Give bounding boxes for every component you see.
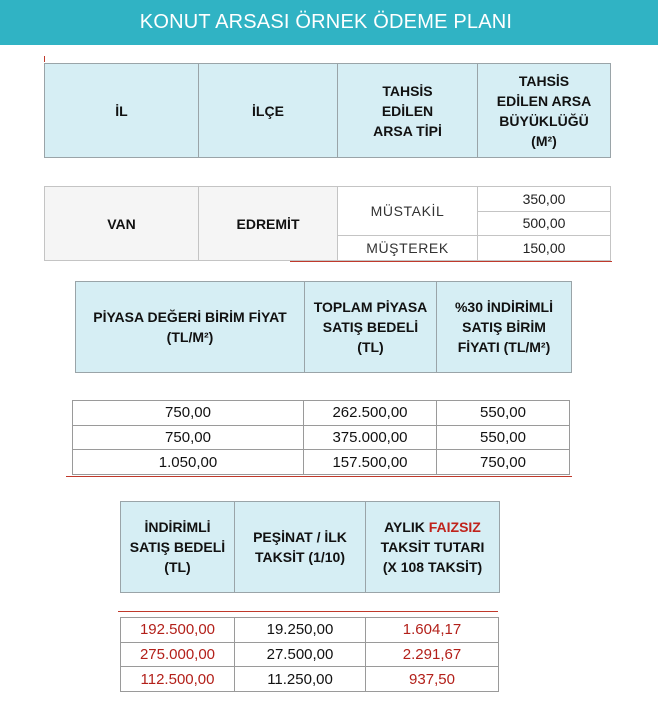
cell-indirimli-bedel: 192.500,00 (121, 618, 235, 643)
cell-piyasa-degeri: 750,00 (73, 425, 304, 450)
header-arsa-tipi: TAHSİS EDİLEN ARSA TİPİ (338, 64, 478, 158)
cell-toplam-bedel: 375.000,00 (304, 425, 437, 450)
installment-table-header (120, 501, 500, 593)
divider (44, 56, 45, 62)
cell-toplam-bedel: 157.500,00 (304, 450, 437, 475)
header-aylik-label: AYLIK (384, 519, 429, 535)
cell-piyasa-degeri: 750,00 (73, 401, 304, 426)
cell-indirimli-bedel: 275.000,00 (121, 642, 235, 667)
price-table-header (75, 281, 572, 373)
divider (66, 476, 572, 477)
cell-indirimli-bedel: 112.500,00 (121, 667, 235, 692)
installment-table-body (120, 617, 499, 692)
header-arsa-buyuklugu: TAHSİS EDİLEN ARSA BÜYÜKLÜĞÜ (M²) (478, 64, 611, 158)
cell-aylik-taksit: 2.291,67 (366, 642, 499, 667)
cell-pesinat: 11.250,00 (235, 667, 366, 692)
land-table-body (44, 186, 611, 261)
cell-size: 350,00 (478, 187, 611, 212)
header-indirimli-fiyat: %30 İNDİRİMLİ SATIŞ BİRİM FİYATI (TL/M²) (437, 282, 572, 373)
price-table-body (72, 400, 570, 475)
cell-pesinat: 19.250,00 (235, 618, 366, 643)
cell-indirimli-fiyat: 750,00 (437, 450, 570, 475)
cell-aylik-taksit: 1.604,17 (366, 618, 499, 643)
cell-aylik-taksit: 937,50 (366, 667, 499, 692)
header-il: İL (45, 64, 199, 158)
cell-indirimli-fiyat: 550,00 (437, 425, 570, 450)
header-faizsiz-label: FAIZSIZ (428, 519, 481, 535)
header-toplam-bedel: TOPLAM PİYASA SATIŞ BEDELİ (TL) (305, 282, 437, 373)
cell-piyasa-degeri: 1.050,00 (73, 450, 304, 475)
cell-ilce: EDREMİT (199, 187, 338, 261)
header-taksit-label: TAKSİT TUTARI (X 108 TAKSİT) (380, 539, 485, 575)
cell-indirimli-fiyat: 550,00 (437, 401, 570, 426)
header-piyasa-degeri: PİYASA DEĞERİ BİRİM FİYAT (TL/M²) (76, 282, 305, 373)
header-pesinat: PEŞİNAT / İLK TAKSİT (1/10) (235, 502, 366, 593)
header-indirimli-bedel: İNDİRİMLİ SATIŞ BEDELİ (TL) (121, 502, 235, 593)
cell-type-musterek: MÜŞTEREK (338, 236, 478, 261)
cell-pesinat: 27.500,00 (235, 642, 366, 667)
cell-size: 500,00 (478, 211, 611, 236)
divider (290, 261, 612, 262)
land-table-header (44, 63, 611, 158)
cell-type-mustakil: MÜSTAKİL (338, 187, 478, 236)
cell-size: 150,00 (478, 236, 611, 261)
title-banner (0, 0, 658, 45)
page-title: KONUT ARSASI ÖRNEK ÖDEME PLANI (139, 11, 513, 33)
divider (118, 611, 498, 612)
header-ilce: İLÇE (199, 64, 338, 158)
cell-il: VAN (45, 187, 199, 261)
header-aylik-taksit (366, 502, 500, 593)
cell-toplam-bedel: 262.500,00 (304, 401, 437, 426)
